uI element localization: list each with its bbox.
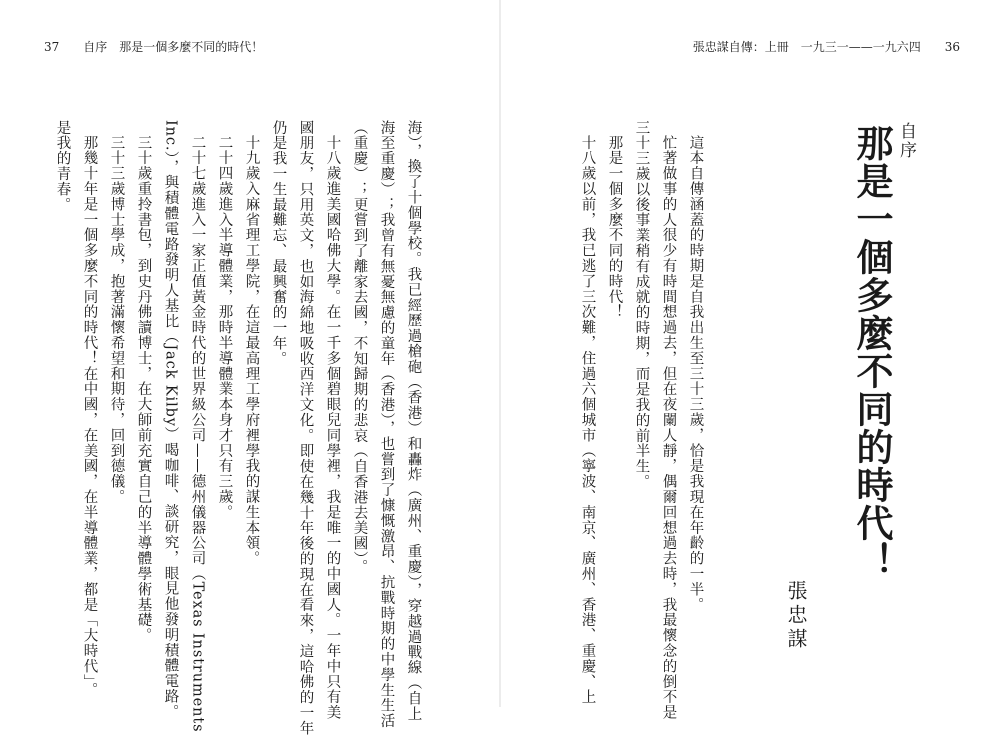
- left-page-number: 37: [44, 40, 60, 54]
- chapter-label: 自序: [896, 122, 916, 160]
- right-page-number: 36: [944, 40, 960, 54]
- text-column: （重慶）；更嘗到了離家去國，不知歸期的悲哀（自香港去美國）。: [351, 120, 368, 575]
- text-column: 二十四歲進入半導體業，那時半導體業本身才只有三歲。: [216, 135, 233, 520]
- text-column: 仍是我一生最難忘、最興奮的一年。: [270, 120, 287, 367]
- author-signature: 張忠謀: [784, 580, 808, 652]
- chapter-title: 那是一個多麼不同的時代！: [850, 124, 894, 580]
- right-running-header: [693, 38, 960, 55]
- text-column: 二十七歲進入一家正值黃金時代的世界級公司——德州儀器公司（Texas Instruments: [189, 135, 206, 733]
- text-column: 十九歲入麻省理工學院，在這最高理工學府裡學我的謀生本領。: [243, 135, 260, 567]
- text-column: 十八歲進美國哈佛大學。在一千多個碧眼兒同學裡，我是唯一的中國人。一年中只有美: [324, 135, 341, 721]
- text-column: 忙著做事的人很少有時間想過去，但在夜闌人靜，偶爾回想過去時，我最懷念的倒不是: [660, 135, 677, 721]
- text-column: 國朋友，只用英文，也如海綿地吸收西洋文化。即使在幾十年後的現在看來，這哈佛的一年: [297, 120, 314, 736]
- text-column: 海至重慶）；我曾有無憂無慮的童年（香港），也嘗到了慷慨激昂、抗戰時期的中學生生活: [378, 120, 395, 729]
- text-column: 那是一個多麼不同的時代！: [606, 135, 623, 320]
- text-column: 是我的青春。: [54, 120, 71, 213]
- page-gutter: [499, 0, 501, 707]
- text-column: Inc.），與積體電路發明人基比（Jack Kilby）喝咖啡、談研究，眼見他發明積體電路。: [162, 120, 179, 720]
- text-column: 十八歲以前，我已逃了三次難，住過六個城市（寧波、南京、廣州、香港、重慶、上: [579, 135, 596, 705]
- text-column: 那幾十年是一個多麼不同的時代！在中國，在美國，在半導體業，都是「大時代」。: [81, 135, 98, 698]
- text-column: 海），換了十個學校。我已經歷過槍砲（香港）和轟炸（廣州、重慶），穿越過戰線（自上: [405, 120, 422, 722]
- text-column: 三十三歲博士學成，抱著滿懷希望和期待，回到德儀。: [108, 135, 125, 505]
- left-running-header: [44, 38, 263, 55]
- left-running-title: 自序 那是一個多麼不同的時代！: [83, 40, 264, 54]
- text-column: 這本自傳涵蓋的時期是自我出生至三十三歲，恰是我現在年齡的一半。: [687, 135, 704, 613]
- text-column: 三十歲重拎書包，到史丹佛讀博士，在大師前充實自己的半導體學術基礎。: [135, 135, 152, 644]
- text-column: 三十三歲以後事業稍有成就的時期，而是我的前半生。: [633, 120, 650, 490]
- right-running-title: 張忠謀自傳：上冊 一九三一——一九六四: [692, 40, 921, 54]
